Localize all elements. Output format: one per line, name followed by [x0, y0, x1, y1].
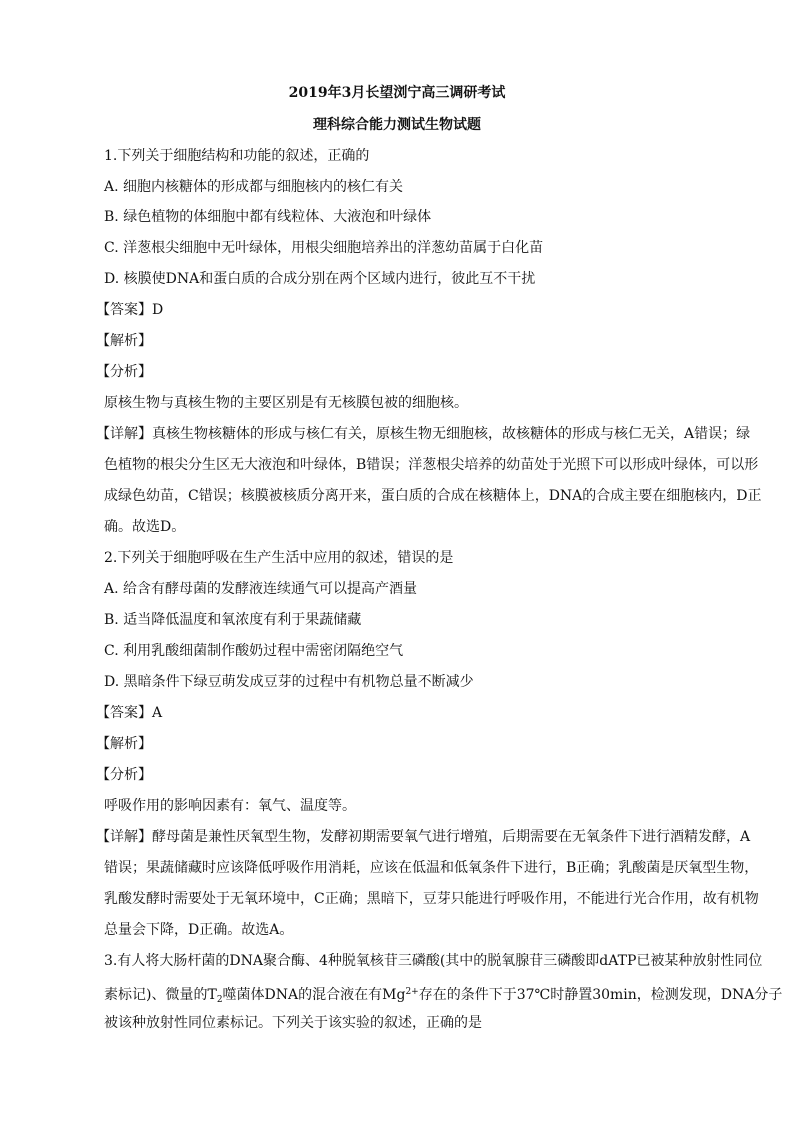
question-2-option-b: B. 适当降低温度和氧浓度有利于果蔬储藏: [104, 612, 362, 628]
question-1-option-d: D. 核膜使DNA和蛋白质的合成分别在两个区域内进行，彼此互不干扰: [104, 271, 536, 287]
question-2-option-a: A. 给含有酵母菌的发酵液连续通气可以提高产酒量: [104, 581, 418, 597]
question-3-text-a: 素标记)、微量的T: [104, 987, 217, 1003]
question-1-detail-line-1: 【详解】真核生物核糖体的形成与核仁有关，原核生物无细胞核，故核糖体的形成与核仁无关，A错误；绿: [96, 426, 751, 442]
question-1-jiexi-label: 【解析】: [96, 333, 152, 349]
question-2-stem: 2.下列关于细胞呼吸在生产生活中应用的叙述，错误的是: [104, 550, 454, 566]
question-2-answer: 【答案】A: [96, 705, 163, 721]
question-3-text-c: 存在的条件下于37℃时静置30min，检测发现，DNA分子: [418, 987, 783, 1003]
exam-title: 2019年3月长望浏宁高三调研考试: [288, 85, 506, 101]
t2-subscript: 2: [216, 995, 223, 1005]
question-1-fenxi-label: 【分析】: [96, 364, 152, 380]
question-1-detail-line-3: 成绿色幼苗，C错误；核膜被核质分离开来，蛋白质的合成在核糖体上，DNA的合成主要在细胞核内，D正: [104, 488, 762, 504]
question-1-analysis: 原核生物与真核生物的主要区别是有无核膜包被的细胞核。: [104, 395, 468, 411]
question-3-stem-line-1: 3.有人将大肠杆菌的DNA聚合酶、4种脱氧核苷三磷酸(其中的脱氧腺苷三磷酸即dATP已被某种放射性同位: [104, 953, 763, 969]
question-2-analysis: 呼吸作用的影响因素有：氧气、温度等。: [104, 798, 356, 814]
question-1-stem: 1.下列关于细胞结构和功能的叙述，正确的: [104, 148, 370, 164]
question-2-detail-line-1: 【详解】酵母菌是兼性厌氧型生物，发酵初期需要氧气进行增殖，后期需要在无氧条件下进行酒精发酵，A: [96, 829, 751, 845]
question-1-option-a: A. 细胞内核糖体的形成都与细胞核内的核仁有关: [104, 179, 404, 195]
question-2-option-d: D. 黑暗条件下绿豆萌发成豆芽的过程中有机物总量不断减少: [104, 674, 474, 690]
question-1-detail-line-4: 确。故选D。: [104, 519, 186, 535]
question-2-detail-line-2: 错误；果蔬储藏时应该降低呼吸作用消耗，应该在低温和低氧条件下进行，B正确；乳酸菌是厌氧型生物，: [104, 860, 759, 876]
question-3-text-b: 噬菌体DNA的混合液在有Mg: [222, 987, 406, 1003]
question-2-jiexi-label: 【解析】: [96, 736, 152, 752]
question-2-option-c: C. 利用乳酸细菌制作酸奶过程中需密闭隔绝空气: [104, 643, 404, 659]
question-1-option-c: C. 洋葱根尖细胞中无叶绿体，用根尖细胞培养出的洋葱幼苗属于白化苗: [104, 240, 544, 256]
question-1-answer: 【答案】D: [96, 302, 164, 318]
question-3-stem-line-2: [104, 983, 783, 1009]
question-1-detail-line-2: 色植物的根尖分生区无大液泡和叶绿体，B错误；洋葱根尖培养的幼苗处于光照下可以形成叶绿体，可以形: [104, 457, 759, 473]
exam-subtitle: 理科综合能力测试生物试题: [313, 117, 481, 133]
question-3-stem-line-3: 被该种放射性同位素标记。下列关于该实验的叙述，正确的是: [104, 1015, 482, 1031]
mg-superscript: 2+: [405, 987, 419, 997]
question-2-detail-line-3: 乳酸发酵时需要处于无氧环境中，C正确；黑暗下，豆芽只能进行呼吸作用，不能进行光合作用，故有机物: [104, 891, 759, 907]
question-2-detail-line-4: 总量会下降，D正确。故选A。: [104, 922, 294, 938]
question-1-option-b: B. 绿色植物的体细胞中都有线粒体、大液泡和叶绿体: [104, 209, 432, 225]
question-2-fenxi-label: 【分析】: [96, 767, 152, 783]
